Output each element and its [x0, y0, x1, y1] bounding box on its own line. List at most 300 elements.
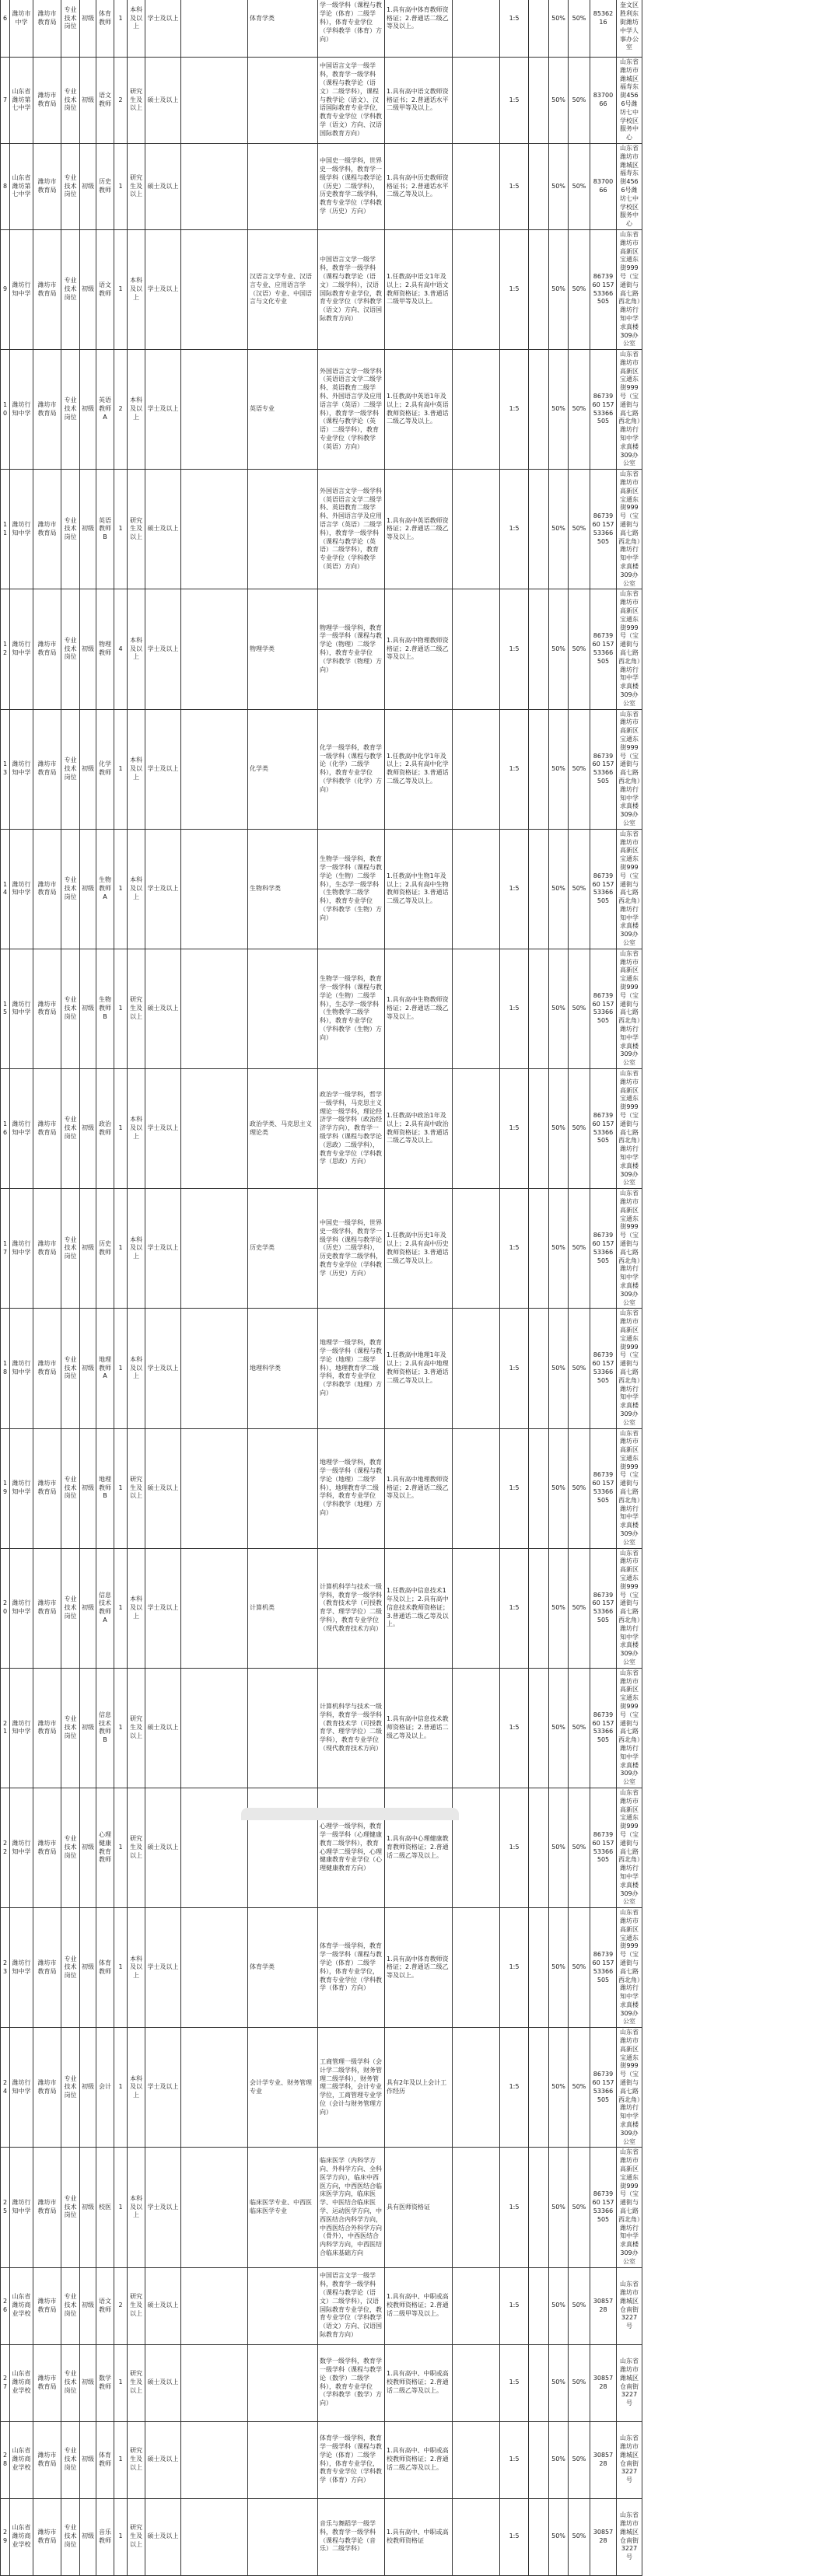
blank-cell	[529, 1668, 549, 1788]
blank-cell	[453, 1428, 500, 1548]
major-postgrad-cell: 生物学一级学科，教育学一级学科（课程与教学论（生物）二级学科），生态学一级学科（生物教学二级学科），教育专业学位（学科教学（生物）方向）	[318, 949, 385, 1068]
post-name-cell: 语文教师	[96, 2267, 114, 2344]
major-postgrad-cell: 中国语言文学一级学科，教育学一级学科（课程与教学论（语文）二级学科），课程与教学论（语文）、汉语国际教育专业学位，教育专业学位（学科教学（语文）方向、汉语国际教育方向）	[318, 58, 385, 144]
weight-interview-cell: 50%	[569, 1428, 590, 1548]
unit-cell: 潍坊行知中学	[10, 2148, 33, 2267]
weight-interview-cell: 50%	[569, 350, 590, 470]
count-cell: 2	[114, 58, 128, 144]
post-type-cell: 专业技术岗位	[61, 143, 80, 229]
post-type-cell: 专业技术岗位	[61, 2421, 80, 2498]
weight-interview-cell: 50%	[569, 1548, 590, 1668]
post-type-cell: 专业技术岗位	[61, 2148, 80, 2267]
education-cell: 本科及以上	[128, 0, 145, 58]
post-name-cell: 英语教师B	[96, 470, 114, 589]
degree-cell: 学士及以上	[145, 829, 181, 949]
weight-written-cell: 50%	[549, 1548, 569, 1668]
count-cell: 1	[114, 229, 128, 349]
weight-interview-cell: 50%	[569, 1189, 590, 1309]
phone-cell: 8673960 15753366505	[590, 829, 617, 949]
seq-cell: 11	[1, 470, 10, 589]
dept-cell: 潍坊市教育局	[33, 143, 61, 229]
weight-interview-cell: 50%	[569, 709, 590, 829]
major-undergrad-cell	[181, 1788, 248, 1907]
seq-cell: 10	[1, 350, 10, 470]
phone-cell: 8673960 15753366505	[590, 1189, 617, 1309]
ratio-cell: 1:5	[500, 1548, 529, 1668]
level-cell: 初级	[80, 229, 96, 349]
degree-cell: 硕士及以上	[145, 2498, 181, 2575]
blank-cell	[453, 709, 500, 829]
address-cell: 山东省潍坊市高新区宝通东街999号（宝通街与高七路西北角）潍坊行知中学求真楼309办公室	[617, 1069, 642, 1189]
weight-interview-cell: 50%	[569, 1788, 590, 1907]
seq-cell: 18	[1, 1309, 10, 1428]
weight-interview-cell: 50%	[569, 1069, 590, 1189]
ratio-cell: 1:5	[500, 1189, 529, 1309]
weight-interview-cell: 50%	[569, 949, 590, 1068]
count-cell: 1	[114, 2344, 128, 2421]
unit-cell: 潍坊行知中学	[10, 1908, 33, 2028]
level-cell: 初级	[80, 709, 96, 829]
requirements-cell: 1.具有高中历史教师资格证书；2.普通话水平二级乙等及以上。	[385, 143, 453, 229]
degree-cell: 学士及以上	[145, 709, 181, 829]
requirements-cell: 1.具有高中体育教师资格证；2.普通话二级乙等及以上。	[385, 1908, 453, 2028]
degree-cell: 硕士及以上	[145, 58, 181, 144]
weight-written-cell: 50%	[549, 2498, 569, 2575]
degree-cell: 学士及以上	[145, 589, 181, 709]
major-postgrad-cell: 中国史一级学科，世界史一级学科，教育学一级学科（课程与教学论（历史）二级学科），历史教育学二级学科，教育专业学位（学科教学（历史）方向）	[318, 143, 385, 229]
requirements-cell: 1.具有高中语文教师资格证书；2.普通话水平二级甲等及以上。	[385, 58, 453, 144]
blank-cell	[453, 1788, 500, 1907]
blank-cell	[453, 2421, 500, 2498]
count-cell: 1	[114, 709, 128, 829]
phone-cell: 8536216	[590, 0, 617, 58]
blank-cell	[529, 1788, 549, 1907]
education-cell: 本科及以上	[128, 1548, 145, 1668]
post-type-cell: 专业技术岗位	[61, 1069, 80, 1189]
weight-written-cell: 50%	[549, 470, 569, 589]
phone-cell: 8673960 15753366505	[590, 709, 617, 829]
blank-cell	[529, 589, 549, 709]
degree-cell: 学士及以上	[145, 229, 181, 349]
blank-cell	[453, 2344, 500, 2421]
seq-cell: 7	[1, 58, 10, 144]
unit-cell: 潍坊市中学	[10, 0, 33, 58]
ratio-cell: 1:5	[500, 2498, 529, 2575]
education-cell: 本科及以上	[128, 1069, 145, 1189]
weight-interview-cell: 50%	[569, 143, 590, 229]
seq-cell: 28	[1, 2421, 10, 2498]
unit-cell: 潍坊行知中学	[10, 350, 33, 470]
post-name-cell: 英语教师A	[96, 350, 114, 470]
major-undergrad-cell	[181, 58, 248, 144]
post-type-cell: 专业技术岗位	[61, 1668, 80, 1788]
major-undergrad2-cell: 体育学类	[248, 0, 318, 58]
count-cell: 1	[114, 2498, 128, 2575]
unit-cell: 潍坊行知中学	[10, 949, 33, 1068]
table-row	[1, 2267, 642, 2344]
education-cell: 本科及以上	[128, 350, 145, 470]
level-cell: 初级	[80, 1668, 96, 1788]
major-undergrad2-cell	[248, 2267, 318, 2344]
major-undergrad2-cell: 历史学类	[248, 1189, 318, 1309]
unit-cell: 山东省潍坊第七中学	[10, 58, 33, 144]
major-postgrad-cell: 政治学一级学科，哲学一级学科，马克思主义理论一级学科，理论经济学一级学科（政治经济学方向），教育学一级学科（课程与教学论（思政）二级学科），教育专业学位（学科教学（思政）方向）	[318, 1069, 385, 1189]
address-cell: 山东省潍坊市高新区宝通东街999号（宝通街与高七路西北角）潍坊行知中学求真楼309办公室	[617, 1908, 642, 2028]
ratio-cell: 1:5	[500, 2028, 529, 2148]
address-cell: 山东省潍坊市高新区宝通东街999号（宝通街与高七路西北角）潍坊行知中学求真楼309办公室	[617, 2148, 642, 2267]
seq-cell: 27	[1, 2344, 10, 2421]
major-undergrad-cell	[181, 949, 248, 1068]
seq-cell: 6	[1, 0, 10, 58]
blank-cell	[453, 143, 500, 229]
major-postgrad-cell: 计算机科学与技术一级学科，教育学一级学科（教育技术学（可授教育学、理学学位）二级学科），教育专业学位（现代教育技术方向）	[318, 1548, 385, 1668]
ratio-cell: 1:5	[500, 829, 529, 949]
major-postgrad-cell: 地理学一级学科，教育学一级学科（课程与教学论（地理）二级学科），地理教育学二级学科，教育专业学位（学科教学（地理）方向）	[318, 1428, 385, 1548]
major-postgrad-cell: 工商管理一级学科（会计学二级学科，财务管理二级学科），财务管理二级学科，会计专业学位，工商管理专业学位（会计与财务管理方向）	[318, 2028, 385, 2148]
level-cell: 初级	[80, 58, 96, 144]
phone-cell: 8673960 15753366505	[590, 2028, 617, 2148]
level-cell: 初级	[80, 2267, 96, 2344]
education-cell: 本科及以上	[128, 1189, 145, 1309]
ratio-cell: 1:5	[500, 470, 529, 589]
address-cell: 山东省潍坊市高新区宝通东街999号（宝通街与高七路西北角）潍坊行知中学求真楼309办公室	[617, 229, 642, 349]
phone-cell: 8673960 15753366505	[590, 949, 617, 1068]
level-cell: 初级	[80, 589, 96, 709]
major-postgrad-cell: 临床医学（内科学方向、外科学方向、全科医学方向），临床中西医方向，中西医结合临床医学方向，临床医学、中医结合临床医学、运动医学方向，中西医结合内科学方向，中西医结合外科学方向（骨外），中西医结合内科学方向，中西医结合临床基础方向	[318, 2148, 385, 2267]
count-cell: 2	[114, 350, 128, 470]
phone-cell: 8673960 15753366505	[590, 1668, 617, 1788]
blank-cell	[529, 1908, 549, 2028]
blank-cell	[453, 0, 500, 58]
count-cell: 1	[114, 1908, 128, 2028]
dept-cell: 潍坊市教育局	[33, 1548, 61, 1668]
table-row	[1, 2148, 642, 2267]
table-row	[1, 1069, 642, 1189]
blank-cell	[529, 0, 549, 58]
post-name-cell: 生物教师A	[96, 829, 114, 949]
weight-written-cell: 50%	[549, 1189, 569, 1309]
address-cell: 山东省潍坊市高新区宝通东街999号（宝通街与高七路西北角）潍坊行知中学求真楼309办公室	[617, 350, 642, 470]
education-cell: 本科及以上	[128, 589, 145, 709]
seq-cell: 13	[1, 709, 10, 829]
education-cell: 研究生及以上	[128, 2421, 145, 2498]
blank-cell	[529, 1428, 549, 1548]
requirements-cell: 1.具有高中生物教师资格证；2.普通话二级乙等及以上。	[385, 949, 453, 1068]
post-type-cell: 专业技术岗位	[61, 2267, 80, 2344]
table-row	[1, 2498, 642, 2575]
post-name-cell: 会计	[96, 2028, 114, 2148]
degree-cell: 学士及以上	[145, 2028, 181, 2148]
major-undergrad-cell	[181, 709, 248, 829]
weight-interview-cell: 50%	[569, 2498, 590, 2575]
level-cell: 初级	[80, 1908, 96, 2028]
blank-cell	[529, 350, 549, 470]
weight-interview-cell: 50%	[569, 58, 590, 144]
requirements-cell: 1.任教高中英语1年及以上；2.具有高中英语教师资格证；3.普通话二级乙等及以上。	[385, 350, 453, 470]
degree-cell: 硕士及以上	[145, 2421, 181, 2498]
blank-cell	[529, 470, 549, 589]
address-cell: 山东省潍坊市潍城区福寿东街4566号潍坊七中学校区服务中心	[617, 58, 642, 144]
degree-cell: 硕士及以上	[145, 143, 181, 229]
blank-cell	[453, 949, 500, 1068]
major-undergrad-cell	[181, 0, 248, 58]
major-undergrad-cell	[181, 2028, 248, 2148]
blank-cell	[453, 2267, 500, 2344]
post-type-cell: 专业技术岗位	[61, 1309, 80, 1428]
blank-cell	[453, 1069, 500, 1189]
major-undergrad2-cell	[248, 1428, 318, 1548]
blank-cell	[529, 1189, 549, 1309]
education-cell: 研究生及以上	[128, 2267, 145, 2344]
address-cell: 山东省潍坊市潍城区仓南街3227号	[617, 2421, 642, 2498]
major-undergrad-cell	[181, 2421, 248, 2498]
level-cell: 初级	[80, 143, 96, 229]
major-undergrad-cell	[181, 2498, 248, 2575]
ratio-cell: 1:5	[500, 949, 529, 1068]
degree-cell: 学士及以上	[145, 1069, 181, 1189]
major-postgrad-cell: 数学一级学科，教育学一级学科（课程与教学论（数学）二级学科），教育专业学位（学科教学（数学）方向）	[318, 2344, 385, 2421]
ratio-cell: 1:5	[500, 229, 529, 349]
blank-cell	[529, 2344, 549, 2421]
major-undergrad-cell	[181, 1189, 248, 1309]
weight-written-cell: 50%	[549, 229, 569, 349]
weight-interview-cell: 50%	[569, 2344, 590, 2421]
post-name-cell: 历史教师	[96, 1189, 114, 1309]
seq-cell: 16	[1, 1069, 10, 1189]
education-cell: 研究生及以上	[128, 949, 145, 1068]
seq-cell: 17	[1, 1189, 10, 1309]
table-row	[1, 470, 642, 589]
major-undergrad2-cell	[248, 1788, 318, 1907]
unit-cell: 山东省潍坊商业学校	[10, 2498, 33, 2575]
post-type-cell: 专业技术岗位	[61, 1189, 80, 1309]
requirements-cell: 1.任教高中语文1年及以上；2.具有高中语文教师资格证；3.普通话二级甲等及以上。	[385, 229, 453, 349]
scroll-indicator	[241, 1808, 459, 1820]
blank-cell	[453, 350, 500, 470]
seq-cell: 20	[1, 1548, 10, 1668]
seq-cell: 25	[1, 2148, 10, 2267]
address-cell: 山东省潍坊市潍城区仓南街3227号	[617, 2344, 642, 2421]
address-cell: 山东省潍坊市潍城区仓南街3227号	[617, 2498, 642, 2575]
phone-cell: 8673960 15753366505	[590, 1309, 617, 1428]
degree-cell: 学士及以上	[145, 0, 181, 58]
post-name-cell: 化学教师	[96, 709, 114, 829]
level-cell: 初级	[80, 1428, 96, 1548]
post-type-cell: 专业技术岗位	[61, 1548, 80, 1668]
post-name-cell: 心理健康教育教师	[96, 1788, 114, 1907]
requirements-cell: 1.具有高中信息技术教师资格证；2.普通话二级乙等及以上。	[385, 1668, 453, 1788]
major-undergrad2-cell: 汉语言文学专业、汉语言专业、应用语言学（汉语）专业、中国语言与文化专业	[248, 229, 318, 349]
post-type-cell: 专业技术岗位	[61, 2498, 80, 2575]
blank-cell	[529, 2148, 549, 2267]
weight-written-cell: 50%	[549, 58, 569, 144]
major-undergrad2-cell: 体育学类	[248, 1908, 318, 2028]
major-undergrad-cell	[181, 229, 248, 349]
dept-cell: 潍坊市教育局	[33, 2498, 61, 2575]
count-cell: 1	[114, 2421, 128, 2498]
post-name-cell: 音乐教师	[96, 2498, 114, 2575]
major-undergrad-cell	[181, 470, 248, 589]
dept-cell: 潍坊市教育局	[33, 1908, 61, 2028]
requirements-cell: 1.任教高中化学1年及以上；2.具有高中化学教师资格证；3.普通话二级乙等及以上。	[385, 709, 453, 829]
education-cell: 研究生及以上	[128, 143, 145, 229]
seq-cell: 21	[1, 1668, 10, 1788]
weight-interview-cell: 50%	[569, 2148, 590, 2267]
ratio-cell: 1:5	[500, 1069, 529, 1189]
seq-cell: 23	[1, 1908, 10, 2028]
unit-cell: 潍坊行知中学	[10, 589, 33, 709]
requirements-cell: 1.任教高中生物1年及以上；2.具有高中生物教师资格证；3.普通话二级乙等及以上。	[385, 829, 453, 949]
degree-cell: 学士及以上	[145, 1309, 181, 1428]
blank-cell	[453, 470, 500, 589]
blank-cell	[529, 2028, 549, 2148]
address-cell: 山东省潍坊市高新区宝通东街999号（宝通街与高七路西北角）潍坊行知中学求真楼309办公室	[617, 1309, 642, 1428]
degree-cell: 学士及以上	[145, 1189, 181, 1309]
dept-cell: 潍坊市教育局	[33, 1428, 61, 1548]
education-cell: 本科及以上	[128, 229, 145, 349]
dept-cell: 潍坊市教育局	[33, 0, 61, 58]
level-cell: 初级	[80, 829, 96, 949]
ratio-cell: 1:5	[500, 58, 529, 144]
dept-cell: 潍坊市教育局	[33, 2148, 61, 2267]
major-postgrad-cell: 学一级学科（课程与教学论（体育）二级学科），体育专业学位（学科教学（体育）方向）	[318, 0, 385, 58]
unit-cell: 山东省潍坊第七中学	[10, 143, 33, 229]
unit-cell: 山东省潍坊商业学校	[10, 2267, 33, 2344]
count-cell: 1	[114, 1189, 128, 1309]
seq-cell: 15	[1, 949, 10, 1068]
weight-written-cell: 50%	[549, 143, 569, 229]
weight-written-cell: 50%	[549, 1069, 569, 1189]
phone-cell: 8673960 15753366505	[590, 1788, 617, 1907]
major-undergrad-cell	[181, 829, 248, 949]
blank-cell	[529, 229, 549, 349]
seq-cell: 29	[1, 2498, 10, 2575]
blank-cell	[529, 1309, 549, 1428]
major-postgrad-cell: 计算机科学与技术一级学科，教育学一级学科（教育技术学（可授教育学、理学学位）二级学科），教育专业学位（现代教育技术方向）	[318, 1668, 385, 1788]
major-undergrad-cell	[181, 589, 248, 709]
post-name-cell: 信息技术教师B	[96, 1668, 114, 1788]
dept-cell: 潍坊市教育局	[33, 1189, 61, 1309]
major-undergrad-cell	[181, 1668, 248, 1788]
ratio-cell: 1:5	[500, 589, 529, 709]
weight-interview-cell: 50%	[569, 470, 590, 589]
requirements-cell: 1.具有高中、中职或高校教师资格证；2.普通话二级甲等及以上。	[385, 2267, 453, 2344]
post-type-cell: 专业技术岗位	[61, 470, 80, 589]
address-cell: 山东省潍坊市潍城区仓南街3227号	[617, 2267, 642, 2344]
post-type-cell: 专业技术岗位	[61, 58, 80, 144]
post-name-cell: 体育教师	[96, 1908, 114, 2028]
major-undergrad-cell	[181, 350, 248, 470]
dept-cell: 潍坊市教育局	[33, 949, 61, 1068]
major-undergrad2-cell: 会计学专业、财务管理专业	[248, 2028, 318, 2148]
ratio-cell: 1:5	[500, 1788, 529, 1907]
weight-written-cell: 50%	[549, 1309, 569, 1428]
blank-cell	[529, 709, 549, 829]
blank-cell	[529, 1069, 549, 1189]
phone-cell: 8370066	[590, 58, 617, 144]
education-cell: 本科及以上	[128, 1309, 145, 1428]
weight-written-cell: 50%	[549, 949, 569, 1068]
post-name-cell: 校医	[96, 2148, 114, 2267]
blank-cell	[529, 829, 549, 949]
education-cell: 研究生及以上	[128, 58, 145, 144]
education-cell: 本科及以上	[128, 2028, 145, 2148]
weight-written-cell: 50%	[549, 1788, 569, 1907]
post-name-cell: 历史教师	[96, 143, 114, 229]
major-postgrad-cell: 中国语言文学一级学科，教育学一级学科（课程与教学论（语文）二级学科），汉语国际教育专业学位，教育专业学位（学科教学（语文）方向、汉语国际教育方向）	[318, 2267, 385, 2344]
address-cell: 山东省潍坊市高新区宝通东街999号（宝通街与高七路西北角）潍坊行知中学求真楼309办公室	[617, 949, 642, 1068]
major-undergrad2-cell: 英语专业	[248, 350, 318, 470]
level-cell: 初级	[80, 350, 96, 470]
level-cell: 初级	[80, 2498, 96, 2575]
dept-cell: 潍坊市教育局	[33, 2344, 61, 2421]
major-undergrad2-cell: 化学类	[248, 709, 318, 829]
ratio-cell: 1:5	[500, 1309, 529, 1428]
dept-cell: 潍坊市教育局	[33, 58, 61, 144]
requirements-cell: 1.具有高中、中职或高校教师资格证；2.普通话二级乙等及以上。	[385, 2421, 453, 2498]
blank-cell	[453, 2028, 500, 2148]
table-row	[1, 2028, 642, 2148]
blank-cell	[453, 58, 500, 144]
major-postgrad-cell: 中国语言文学一级学科，教育学一级学科（课程与教学论（语文）二级学科），汉语国际教育专业学位，教育专业学位（学科教学（语文）方向、汉语国际教育方向）	[318, 229, 385, 349]
post-name-cell: 语文教师	[96, 58, 114, 144]
table-row	[1, 1668, 642, 1788]
requirements-cell: 1.任教高中地理1年及以上；2.具有高中地理教师资格证；3.普通话二级乙等及以上。	[385, 1309, 453, 1428]
requirements-cell: 1.具有高中地理教师资格证；2.普通话二级乙等及以上。	[385, 1428, 453, 1548]
weight-written-cell: 50%	[549, 1428, 569, 1548]
education-cell: 研究生及以上	[128, 1668, 145, 1788]
seq-cell: 19	[1, 1428, 10, 1548]
major-postgrad-cell: 外国语言文学一级学科（英语语言文学二级学科、英语教育二级学科、外国语言学及应用语言学（英语）二级学科），教育学一级学科（课程与教学论（英语）二级学科），教育专业学位（学科教学（英语）方向）	[318, 350, 385, 470]
count-cell: 1	[114, 829, 128, 949]
degree-cell: 硕士及以上	[145, 1668, 181, 1788]
weight-interview-cell: 50%	[569, 2421, 590, 2498]
requirements-cell: 1.具有高中物理教师资格证；2.普通话二级乙等及以上。	[385, 589, 453, 709]
major-undergrad-cell	[181, 2148, 248, 2267]
address-cell: 山东省潍坊市高新区宝通东街999号（宝通街与高七路西北角）潍坊行知中学求真楼309办公室	[617, 1428, 642, 1548]
blank-cell	[453, 2148, 500, 2267]
requirements-cell: 1.具有高中体育教师资格证；2.普通话二级乙等及以上。	[385, 0, 453, 58]
degree-cell: 硕士及以上	[145, 1428, 181, 1548]
count-cell: 1	[114, 949, 128, 1068]
dept-cell: 潍坊市教育局	[33, 229, 61, 349]
count-cell: 1	[114, 1069, 128, 1189]
weight-written-cell: 50%	[549, 2028, 569, 2148]
table-row	[1, 0, 642, 58]
blank-cell	[529, 58, 549, 144]
weight-written-cell: 50%	[549, 829, 569, 949]
phone-cell: 3085728	[590, 2344, 617, 2421]
weight-interview-cell: 50%	[569, 1668, 590, 1788]
unit-cell: 潍坊行知中学	[10, 229, 33, 349]
ratio-cell: 1:5	[500, 1428, 529, 1548]
unit-cell: 潍坊行知中学	[10, 1428, 33, 1548]
phone-cell: 8673960 15753366505	[590, 1548, 617, 1668]
table-row	[1, 1548, 642, 1668]
level-cell: 初级	[80, 2028, 96, 2148]
address-cell: 山东省潍坊市高新区宝通东街999号（宝通街与高七路西北角）潍坊行知中学求真楼309办公室	[617, 829, 642, 949]
education-cell: 研究生及以上	[128, 1788, 145, 1907]
weight-interview-cell: 50%	[569, 1908, 590, 2028]
count-cell: 1	[114, 0, 128, 58]
address-cell: 山东省潍坊市高新区宝通东街999号（宝通街与高七路西北角）潍坊行知中学求真楼309办公室	[617, 709, 642, 829]
major-postgrad-cell: 物理学一级学科，教育学一级学科（课程与教学论（物理）二级学科），教育专业学位（学科教学（物理）方向）	[318, 589, 385, 709]
weight-interview-cell: 50%	[569, 2028, 590, 2148]
count-cell: 1	[114, 1428, 128, 1548]
major-undergrad2-cell	[248, 1668, 318, 1788]
table-row	[1, 949, 642, 1068]
table-row	[1, 709, 642, 829]
